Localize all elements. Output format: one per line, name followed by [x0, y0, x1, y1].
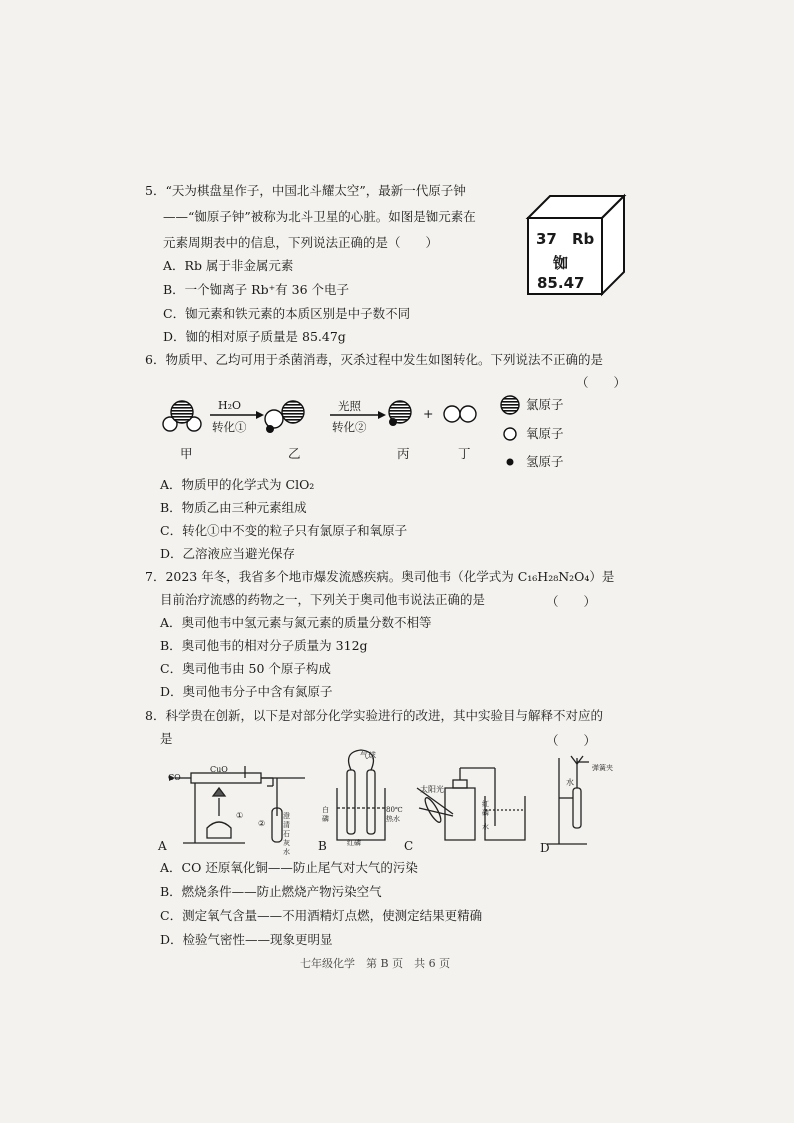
legend-h-icon: [507, 459, 514, 466]
label-clamp: 弹簧夹: [592, 764, 613, 772]
q5-option-b: B．一个铷离子 Rb⁺有 36 个电子: [163, 282, 350, 297]
ding-o1: [444, 406, 460, 422]
apparatus-d: [547, 756, 589, 844]
q8-option-a: A．CO 还原氧化铜——防止尾气对大气的污染: [160, 860, 418, 875]
label-cuo: CuO: [210, 765, 228, 774]
q7-paren: （ ）: [546, 594, 597, 609]
legend-cl: 氯原子: [526, 397, 564, 412]
ding-o2: [460, 406, 476, 422]
plus-sign: +: [423, 406, 434, 421]
bing-h: [389, 418, 397, 426]
arrow2-bottom-label: 转化②: [332, 420, 367, 434]
legend-h: 氢原子: [526, 454, 564, 469]
apparatus-c: [417, 768, 525, 840]
label-circle-1: ①: [236, 811, 244, 820]
legend-o: 氧原子: [526, 426, 564, 441]
label-bai-lin: 白磷: [322, 806, 329, 823]
label-hong-lin-b: 红磷: [347, 839, 361, 847]
q6-option-b: B．物质乙由三种元素组成: [160, 500, 307, 515]
q5-option-c: C．铷元素和铁元素的本质区别是中子数不同: [163, 306, 411, 321]
q6-option-d: D．乙溶液应当避光保存: [160, 546, 296, 561]
q8-option-d: D．检验气密性——现象更明显: [160, 932, 333, 947]
q6-stem: 6．物质甲、乙均可用于杀菌消毒，灭杀过程中发生如图转化。下列说法不正确的是: [145, 352, 603, 367]
fig-label-a: A: [158, 839, 167, 853]
q8-line1: 8．科学贵在创新，以下是对部分化学实验进行的改进，其中实验目与解释不对应的: [145, 708, 603, 723]
q7-option-d: D．奥司他韦分子中含有氮原子: [160, 684, 333, 699]
q6-paren: （ ）: [576, 375, 627, 390]
label-hong-lin-c: 红磷: [482, 800, 489, 817]
label-yi: 乙: [288, 446, 301, 461]
yi-o: [265, 410, 283, 428]
arrow1-bottom-label: 转化①: [212, 420, 247, 434]
yi-cl: [282, 401, 304, 423]
q5-option-d: D．铷的相对原子质量是 85.47g: [163, 329, 346, 344]
element-number: 37: [536, 230, 557, 248]
label-co: CO: [168, 773, 181, 782]
arrow2-top-label: 光照: [338, 399, 361, 413]
page-footer: 七年级化学 第 B 页 共 6 页: [300, 957, 451, 970]
q5-line3: 元素周期表中的信息，下列说法正确的是（ ）: [163, 235, 439, 250]
element-name: 铷: [553, 254, 569, 272]
q7-option-a: A．奥司他韦中氢元素与氮元素的质量分数不相等: [160, 615, 432, 630]
q8-paren: （ ）: [546, 733, 597, 748]
q7-option-c: C．奥司他韦由 50 个原子构成: [160, 661, 331, 676]
fig-label-d: D: [540, 841, 550, 855]
q5-line1: 5．“天为棋盘星作子，中国北斗耀太空”，最新一代原子钟: [145, 183, 466, 198]
q5-option-a: A．Rb 属于非金属元素: [163, 258, 294, 273]
label-balloon: 气球: [360, 751, 376, 760]
label-jia: 甲: [180, 446, 193, 461]
q7-line2: 目前治疗流感的药物之一，下列关于奥司他韦说法正确的是: [160, 592, 486, 607]
arrow1-top-label: H₂O: [218, 399, 242, 412]
label-bing: 丙: [397, 446, 410, 461]
legend-cl-icon: [501, 396, 519, 414]
q7-line1: 7．2023 年冬，我省多个地市爆发流感疾病。奥司他韦（化学式为 C₁₆H₂₈N₂O₄）是: [145, 569, 615, 584]
q6-option-c: C．转化①中不变的粒子只有氯原子和氧原子: [160, 523, 408, 538]
yi-h: [266, 425, 274, 433]
element-symbol: Rb: [572, 230, 595, 248]
label-ding: 丁: [458, 446, 471, 461]
q5-line2: ——“铷原子钟”被称为北斗卫星的心脏。如图是铷元素在: [163, 209, 476, 224]
label-hot-water: 80℃热水: [386, 806, 403, 823]
q7-option-b: B．奥司他韦的相对分子质量为 312g: [160, 638, 368, 653]
fig-label-b: B: [318, 839, 327, 853]
label-water-d: 水: [566, 778, 574, 787]
label-water-c: 水: [482, 823, 489, 831]
q8-option-c: C．测定氧气含量——不用酒精灯点燃，使测定结果更精确: [160, 908, 483, 923]
label-limewater: 澄清石灰水: [283, 812, 290, 856]
q8-line2: 是: [160, 731, 173, 746]
element-mass: 85.47: [537, 274, 585, 292]
jia-cl: [171, 401, 193, 423]
q6-option-a: A．物质甲的化学式为 ClO₂: [160, 477, 315, 492]
q8-option-b: B．燃烧条件——防止燃烧产物污染空气: [160, 884, 382, 899]
label-sunlight: 太阳光: [420, 785, 444, 794]
label-circle-2: ②: [258, 819, 266, 828]
fig-label-c: C: [404, 839, 414, 853]
legend-o-icon: [504, 428, 516, 440]
